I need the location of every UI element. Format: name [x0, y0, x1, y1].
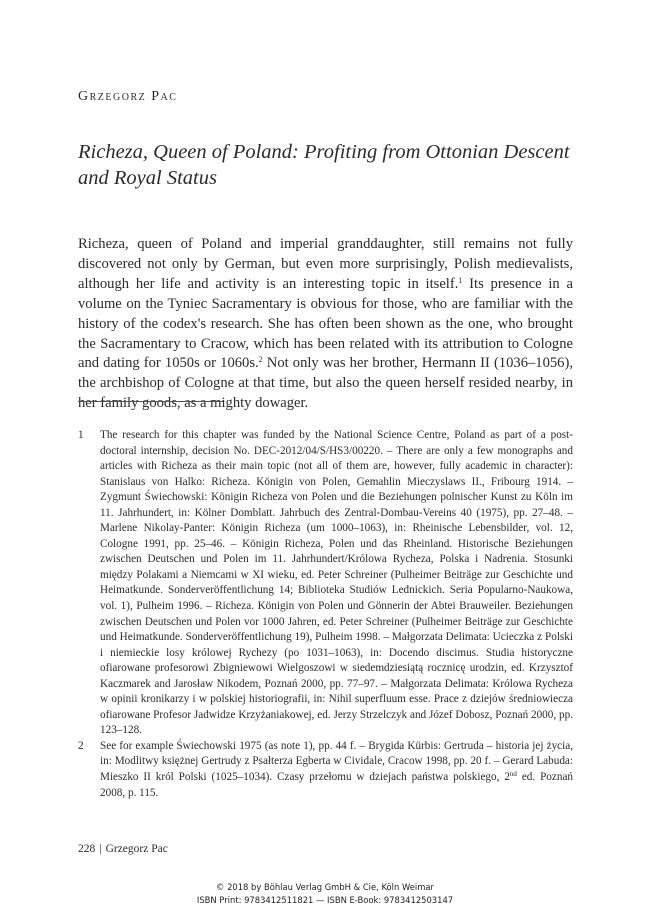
footnote-rule: [78, 401, 223, 402]
footnote-text-2-part-2: ed. Poznań 2008, p. 115.: [100, 771, 574, 799]
body-text-part-3: Not only was her brother, Hermann II (1036–1056), the archbishop of Cologne at that time, but also the queen herself resided nearby, in her family goods, as a mighty dowager.: [78, 355, 573, 412]
footnote-number-1: 1: [78, 429, 84, 441]
body-paragraph: [78, 235, 573, 414]
running-head: Grzegorz Pac: [105, 843, 168, 855]
copyright-line-2: ISBN Print: 9783412511821 — ISBN E-Book: 9783412503147: [196, 895, 454, 905]
chapter-author: Grzegorz Pac: [78, 89, 178, 104]
body-text-part-1: Richeza, queen of Poland and imperial granddaughter, still remains not fully discovered not only by German, but even more surprisingly, Polish medievalists, although her life and activity is an interesting topic in itself.: [78, 236, 573, 292]
footnote-ref-2[interactable]: 2: [258, 355, 263, 365]
chapter-title-line-1: Richeza, Queen of Poland: Profiting from Ottonian Descent: [78, 141, 570, 163]
copyright-line-1: © 2018 by Böhlau Verlag GmbH & Cie, Köln Weimar: [216, 882, 434, 892]
footnote-number-2: 2: [78, 739, 84, 752]
page-number: 228: [78, 843, 96, 855]
copyright-notice: [0, 881, 650, 907]
footnote-1: [78, 428, 573, 739]
footnote-text-2: [100, 739, 573, 801]
page-folio: [78, 843, 168, 855]
chapter-title-line-2: and Royal Status: [78, 167, 217, 189]
footnote-text-1: The research for this chapter was funded by the National Science Centre, Poland as part of a post-doctoral internship, decision No. DEC-2012/04/S/HS3/00220. – There are only a few monographs and articles with Richeza as their main topic (not all of them are, however, fully academic in character): Stanislaus von Halko: Richeza. Königin von Polen, Gemahlin Mieczyslaws II., Fribourg 1914. – Zygmunt Świechowski: Königin Richeza von Polen und die Beziehungen polnischer Kunst zu Köln im 11. Jahrhundert, in: Kölner Domblatt. Jahrbuch des Zentral-Dombau-Vereins 40 (1975), pp. 27–48. – Marlene Nikolay-Panter: Königin Richeza (um 1000–1063), in: Rheinische Lebensbilder, vol. 12, Cologne 1991, pp. 25–46. – Königin Richeza, Polen und das Rheinland. Historische Beziehungen zwischen Deutschen und Polen im 11. Jahrhundert/Królowa Rycheza, Polska i Nadrenia. Stosunki między Polakami a Niemcami w XI wieku, ed. Peter Schreiner (Pulheimer Beiträge zur Geschichte und Heimatkunde. Sonderveröffentlichung 14; Biblioteka Studiów Lednickich. Seria Popularno-Naukowa, vol. 1), Pulheim 1996. – Richeza. Königin von Polen und Gönnerin der Abtei Brauweiler. Beziehungen zwischen Deutschen und Polen vor 1000 Jahren, ed. Peter Schreiner (Pulheimer Beiträge zur Geschichte und Heimatkunde. Sonderveröffentlichung 19), Pulheim 1998. – Małgorzata Delimata: Ucieczka z Polski i niemieckie losy królowej Rychezy (po 1031–1063), in: Docendo discimus. Studia historyczne ofiarowane profesorowi Zbigniewowi Wielgoszowi w siedemdziesiątą rocznicę urodzin, ed. Krzysztof Kaczmarek and Jarosław Nikodem, Poznań 2000, pp. 77–97. – Małgorzata Delimata: Królowa Rycheza w opinii kronikarzy i w polskiej historiografii, in: Nihil superfluum esse. Prace z dziejów średniowiecza ofiarowane Profesor Jadwidze Krzyżaniakowej, ed. Jerzy Strzelczyk and Józef Dobosz, Poznań 2000, pp. 123–128.: [100, 429, 573, 737]
body-text: [78, 235, 573, 414]
footnotes: [78, 428, 573, 801]
chapter-title: [78, 139, 578, 191]
body-text-part-2: Its presence in a volume on the Tyniec Sacramentary is obvious for those, who are familiar with the history of the codex's research. She has often been shown as the one, who brought the Sacramentary to Cracow, which has been related with its attribution to Cologne and dating for 1050s or 1060s.: [78, 275, 574, 372]
footnote-2: [78, 739, 573, 801]
footnote-ref-1[interactable]: 1: [458, 275, 463, 285]
footnote-text-2-part-1: See for example Świechowski 1975 (as note 1), pp. 44 f. – Brygida Kürbis: Gertruda – historia jej życia, in: Modlitwy księżnej Gertrudy z Psałterza Egberta w Cividale, Cracow 1998, pp. 20 f. – Gerard Labuda: Mieszko II król Polski (1025–1034). Czasy przełomu w dziejach państwa polskiego, 2: [100, 739, 573, 784]
footnote-text-2-superscript: nd: [509, 770, 517, 779]
folio-separator: |: [99, 843, 102, 855]
